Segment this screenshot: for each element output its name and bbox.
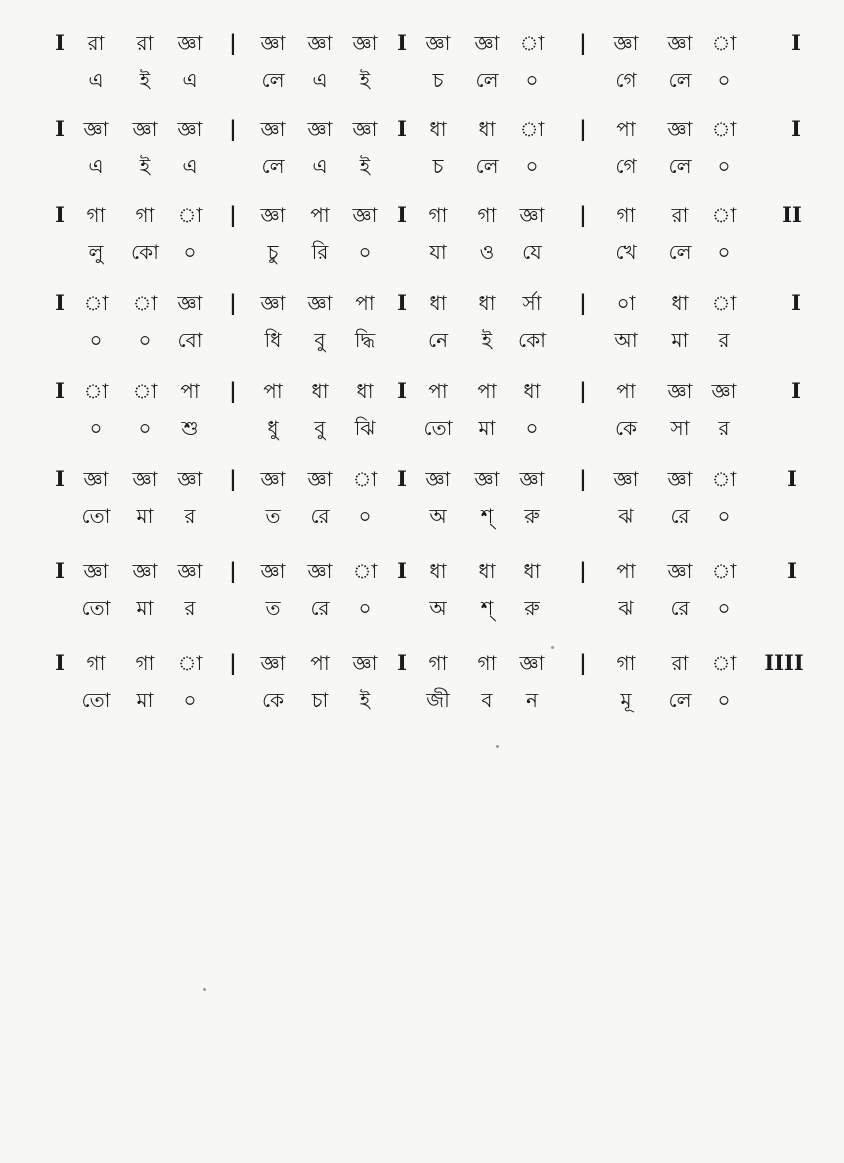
lyric-syllable: ০ <box>717 154 731 178</box>
lyric-syllable: গে <box>615 68 637 92</box>
bar-mark: | <box>229 378 237 403</box>
swara-note: ধা <box>311 379 329 403</box>
bar-mark: I <box>397 202 407 227</box>
lyric-syllable: কো <box>131 240 159 264</box>
lyric-syllable: র <box>718 328 730 352</box>
notation-row <box>0 648 844 728</box>
swara-line <box>0 464 844 498</box>
swara-note: পা <box>616 559 636 583</box>
swara-note: জ্ঞা <box>260 559 286 583</box>
lyric-syllable: ০ <box>183 688 197 712</box>
lyric-syllable: ই <box>481 328 493 352</box>
swara-note: জ্ঞা <box>260 291 286 315</box>
bar-mark: I <box>397 378 407 403</box>
lyric-syllable: মা <box>478 416 496 440</box>
lyric-syllable: ০ <box>717 596 731 620</box>
lyric-syllable: ০ <box>525 154 539 178</box>
bar-mark: I <box>791 378 801 403</box>
swara-note: জ্ঞা <box>260 467 286 491</box>
paper-speck <box>496 745 499 748</box>
swara-note: জ্ঞা <box>307 559 333 583</box>
lyric-syllable: ০ <box>525 416 539 440</box>
swara-note: া <box>177 651 203 675</box>
bar-mark: I <box>55 116 65 141</box>
lyric-syllable: র <box>184 596 196 620</box>
lyric-syllable: বো <box>177 328 203 352</box>
swara-note: া <box>132 379 158 403</box>
bar-mark: | <box>579 30 587 55</box>
swara-note: জ্ঞা <box>352 117 378 141</box>
lyric-line <box>0 65 844 99</box>
bar-mark: I <box>397 466 407 491</box>
bar-mark: | <box>229 30 237 55</box>
swara-note: জ্ঞা <box>307 117 333 141</box>
lyric-syllable: কো <box>518 328 546 352</box>
lyric-syllable: কে <box>261 688 285 712</box>
swara-note: জ্ঞা <box>83 467 109 491</box>
bar-mark: | <box>579 650 587 675</box>
bar-mark: I <box>787 558 797 583</box>
lyric-syllable: তো <box>81 688 111 712</box>
lyric-syllable: ত <box>265 596 281 620</box>
lyric-line <box>0 413 844 447</box>
swara-note: পা <box>616 379 636 403</box>
swara-note: জ্ঞা <box>519 651 545 675</box>
swara-note: রা <box>136 31 154 55</box>
swara-note: জ্ঞা <box>667 379 693 403</box>
swara-note: ধা <box>356 379 374 403</box>
lyric-syllable: ঝি <box>354 416 376 440</box>
swara-note: পা <box>310 651 330 675</box>
lyric-syllable: এ <box>88 154 104 178</box>
swara-note: জ্ঞা <box>667 117 693 141</box>
swara-note: জ্ঞা <box>307 291 333 315</box>
lyric-syllable: শ্ <box>480 596 494 620</box>
swara-note: ধা <box>478 117 496 141</box>
lyric-syllable: ০ <box>138 328 152 352</box>
swara-note: জ্ঞা <box>260 117 286 141</box>
lyric-syllable: কে <box>614 416 638 440</box>
swara-note: জ্ঞা <box>177 467 203 491</box>
lyric-syllable: চ <box>432 68 444 92</box>
swara-note: জ্ঞা <box>177 117 203 141</box>
swara-note: জ্ঞা <box>132 559 158 583</box>
swara-note: গা <box>135 203 155 227</box>
swara-note: া <box>519 31 545 55</box>
lyric-syllable: শ্ <box>480 504 494 528</box>
lyric-syllable: ই <box>139 154 151 178</box>
lyric-syllable: ঝ <box>618 596 634 620</box>
swara-note: া <box>352 559 378 583</box>
swara-note: া <box>83 379 109 403</box>
swara-note: া <box>711 291 737 315</box>
swara-note: গা <box>135 651 155 675</box>
lyric-syllable: ০ <box>358 504 372 528</box>
notation-row <box>0 376 844 456</box>
swara-note: জ্ঞা <box>711 379 737 403</box>
swara-note: জ্ঞা <box>260 651 286 675</box>
lyric-syllable: শু <box>181 416 199 440</box>
swara-note: া <box>711 651 737 675</box>
lyric-syllable: রু <box>524 504 540 528</box>
bar-mark: | <box>579 558 587 583</box>
swara-note: র্সা <box>522 291 542 315</box>
lyric-syllable: লু <box>88 240 104 264</box>
bar-mark: | <box>229 558 237 583</box>
lyric-syllable: চা <box>311 688 329 712</box>
lyric-syllable: আ <box>614 328 638 352</box>
lyric-syllable: মা <box>671 328 689 352</box>
swara-note: জ্ঞা <box>613 467 639 491</box>
lyric-syllable: মা <box>136 596 154 620</box>
swara-note: গা <box>616 651 636 675</box>
lyric-syllable: ই <box>139 68 151 92</box>
swara-note: া <box>177 203 203 227</box>
bar-mark: | <box>579 202 587 227</box>
swara-line <box>0 556 844 590</box>
swara-note: পা <box>310 203 330 227</box>
lyric-syllable: লে <box>668 154 692 178</box>
lyric-syllable: রে <box>310 596 330 620</box>
swara-note: গা <box>477 203 497 227</box>
lyric-syllable: চু <box>267 240 279 264</box>
paper-speck <box>551 646 554 649</box>
swara-note: গা <box>86 651 106 675</box>
lyric-syllable: তো <box>423 416 453 440</box>
swara-line <box>0 288 844 322</box>
lyric-syllable: বু <box>314 416 326 440</box>
lyric-line <box>0 151 844 185</box>
lyric-syllable: এ <box>312 154 328 178</box>
lyric-line <box>0 593 844 627</box>
lyric-syllable: বু <box>314 328 326 352</box>
lyric-syllable: ও <box>479 240 495 264</box>
notation-row <box>0 200 844 280</box>
lyric-syllable: এ <box>182 68 198 92</box>
bar-mark: | <box>579 116 587 141</box>
swara-note: ধা <box>429 559 447 583</box>
bar-mark: I <box>55 30 65 55</box>
notation-row <box>0 114 844 194</box>
swara-note: পা <box>428 379 448 403</box>
lyric-syllable: ০ <box>138 416 152 440</box>
bar-mark: I <box>55 202 65 227</box>
swara-note: ধা <box>671 291 689 315</box>
bar-mark: I <box>787 466 797 491</box>
lyric-syllable: নে <box>427 328 449 352</box>
swara-note: ধা <box>429 117 447 141</box>
swara-line <box>0 200 844 234</box>
swara-line <box>0 376 844 410</box>
lyric-syllable: ই <box>359 688 371 712</box>
lyric-syllable: ই <box>359 68 371 92</box>
lyric-syllable: মা <box>136 688 154 712</box>
lyric-syllable: ০ <box>358 240 372 264</box>
notation-row <box>0 556 844 636</box>
lyric-syllable: দ্ধি <box>354 328 376 352</box>
lyric-syllable: ত <box>265 504 281 528</box>
lyric-syllable: ০ <box>89 416 103 440</box>
swara-note: পা <box>355 291 375 315</box>
lyric-syllable: সা <box>670 416 690 440</box>
swara-note: গা <box>428 651 448 675</box>
swara-note: জ্ঞা <box>352 203 378 227</box>
swara-note: জ্ঞা <box>425 31 451 55</box>
bar-mark: I <box>791 30 801 55</box>
bar-mark: | <box>229 650 237 675</box>
swara-line <box>0 114 844 148</box>
swara-note: পা <box>616 117 636 141</box>
swara-note: জ্ঞা <box>425 467 451 491</box>
swara-note: রা <box>87 31 105 55</box>
bar-mark: I <box>397 30 407 55</box>
swara-note: গা <box>477 651 497 675</box>
swara-line <box>0 648 844 682</box>
lyric-syllable: লে <box>261 154 285 178</box>
lyric-syllable: ০ <box>717 504 731 528</box>
lyric-syllable: রে <box>670 596 690 620</box>
lyric-syllable: রে <box>310 504 330 528</box>
lyric-syllable: ন <box>526 688 538 712</box>
bar-mark: I <box>791 116 801 141</box>
lyric-line <box>0 237 844 271</box>
swara-note: ০া <box>616 291 636 315</box>
bar-mark: | <box>579 378 587 403</box>
swara-note: পা <box>477 379 497 403</box>
bar-mark: I <box>55 290 65 315</box>
notation-row <box>0 28 844 108</box>
swara-note: জ্ঞা <box>177 31 203 55</box>
swara-note: া <box>711 203 737 227</box>
swara-note: জ্ঞা <box>260 203 286 227</box>
lyric-syllable: লে <box>668 68 692 92</box>
lyric-syllable: ঝ <box>618 504 634 528</box>
swara-note: া <box>519 117 545 141</box>
swara-note: জ্ঞা <box>352 651 378 675</box>
swara-note: া <box>83 291 109 315</box>
bar-mark: | <box>229 202 237 227</box>
lyric-syllable: মা <box>136 504 154 528</box>
swara-note: ধা <box>429 291 447 315</box>
swara-note: ধা <box>523 379 541 403</box>
lyric-syllable: লে <box>668 240 692 264</box>
bar-mark: I <box>397 650 407 675</box>
swara-note: জ্ঞা <box>132 467 158 491</box>
lyric-syllable: ০ <box>717 240 731 264</box>
lyric-syllable: জী <box>426 688 450 712</box>
swara-note: জ্ঞা <box>132 117 158 141</box>
lyric-line <box>0 501 844 535</box>
swara-note: গা <box>616 203 636 227</box>
swara-note: া <box>711 467 737 491</box>
swara-note: জ্ঞা <box>177 559 203 583</box>
lyric-syllable: অ <box>429 596 447 620</box>
lyric-syllable: ব <box>481 688 493 712</box>
swara-note: জ্ঞা <box>83 559 109 583</box>
lyric-syllable: ০ <box>89 328 103 352</box>
notation-row <box>0 288 844 368</box>
lyric-syllable: লে <box>475 154 499 178</box>
swara-note: জ্ঞা <box>667 559 693 583</box>
swara-note: রা <box>671 203 689 227</box>
lyric-syllable: অ <box>429 504 447 528</box>
lyric-line <box>0 685 844 719</box>
lyric-syllable: ০ <box>717 688 731 712</box>
swara-line <box>0 28 844 62</box>
swara-note: জ্ঞা <box>352 31 378 55</box>
lyric-syllable: রে <box>670 504 690 528</box>
swara-note: া <box>352 467 378 491</box>
lyric-syllable: এ <box>312 68 328 92</box>
swara-note: া <box>132 291 158 315</box>
swara-note: জ্ঞা <box>260 31 286 55</box>
lyric-syllable: তো <box>81 596 111 620</box>
bar-mark: I <box>791 290 801 315</box>
bar-mark: | <box>579 466 587 491</box>
lyric-syllable: ০ <box>358 596 372 620</box>
lyric-syllable: লে <box>475 68 499 92</box>
swara-note: পা <box>180 379 200 403</box>
lyric-line <box>0 325 844 359</box>
swara-note: রা <box>671 651 689 675</box>
bar-mark: | <box>229 290 237 315</box>
swara-note: জ্ঞা <box>474 467 500 491</box>
swara-note: গা <box>428 203 448 227</box>
swara-note: জ্ঞা <box>83 117 109 141</box>
swara-note: ধা <box>523 559 541 583</box>
bar-mark: II <box>782 202 802 227</box>
notation-row <box>0 464 844 544</box>
swara-note: জ্ঞা <box>307 467 333 491</box>
lyric-syllable: ই <box>359 154 371 178</box>
swara-note: জ্ঞা <box>613 31 639 55</box>
swara-note: জ্ঞা <box>667 31 693 55</box>
swara-note: ধা <box>478 291 496 315</box>
swara-note: ধা <box>478 559 496 583</box>
bar-mark: | <box>229 466 237 491</box>
lyric-syllable: ধু <box>267 416 279 440</box>
swara-note: জ্ঞা <box>307 31 333 55</box>
swara-note: পা <box>263 379 283 403</box>
lyric-syllable: লে <box>668 688 692 712</box>
lyric-syllable: এ <box>88 68 104 92</box>
bar-mark: I <box>55 558 65 583</box>
bar-mark: I <box>397 116 407 141</box>
bar-mark: I <box>397 558 407 583</box>
lyric-syllable: র <box>184 504 196 528</box>
lyric-syllable: এ <box>182 154 198 178</box>
bar-mark: I <box>55 650 65 675</box>
lyric-syllable: ০ <box>717 68 731 92</box>
swara-note: জ্ঞা <box>667 467 693 491</box>
swara-note: জ্ঞা <box>474 31 500 55</box>
lyric-syllable: চ <box>432 154 444 178</box>
lyric-syllable: গে <box>615 154 637 178</box>
swara-note: া <box>711 559 737 583</box>
swara-note: জ্ঞা <box>519 203 545 227</box>
paper-speck <box>203 988 206 991</box>
lyric-syllable: তো <box>81 504 111 528</box>
lyric-syllable: যে <box>522 240 542 264</box>
swara-note: জ্ঞা <box>177 291 203 315</box>
bar-mark: | <box>579 290 587 315</box>
lyric-syllable: রু <box>524 596 540 620</box>
lyric-syllable: মূ <box>620 688 632 712</box>
lyric-syllable: খে <box>615 240 637 264</box>
bar-mark: I <box>55 466 65 491</box>
lyric-syllable: যা <box>429 240 447 264</box>
swara-note: গা <box>86 203 106 227</box>
bar-mark: IIII <box>764 650 804 675</box>
bar-mark: | <box>229 116 237 141</box>
bar-mark: I <box>397 290 407 315</box>
lyric-syllable: র <box>718 416 730 440</box>
swara-note: া <box>711 117 737 141</box>
swara-note: জ্ঞা <box>519 467 545 491</box>
bar-mark: I <box>55 378 65 403</box>
lyric-syllable: ধি <box>264 328 282 352</box>
lyric-syllable: রি <box>311 240 329 264</box>
lyric-syllable: ০ <box>525 68 539 92</box>
swara-note: া <box>711 31 737 55</box>
lyric-syllable: লে <box>261 68 285 92</box>
lyric-syllable: ০ <box>183 240 197 264</box>
